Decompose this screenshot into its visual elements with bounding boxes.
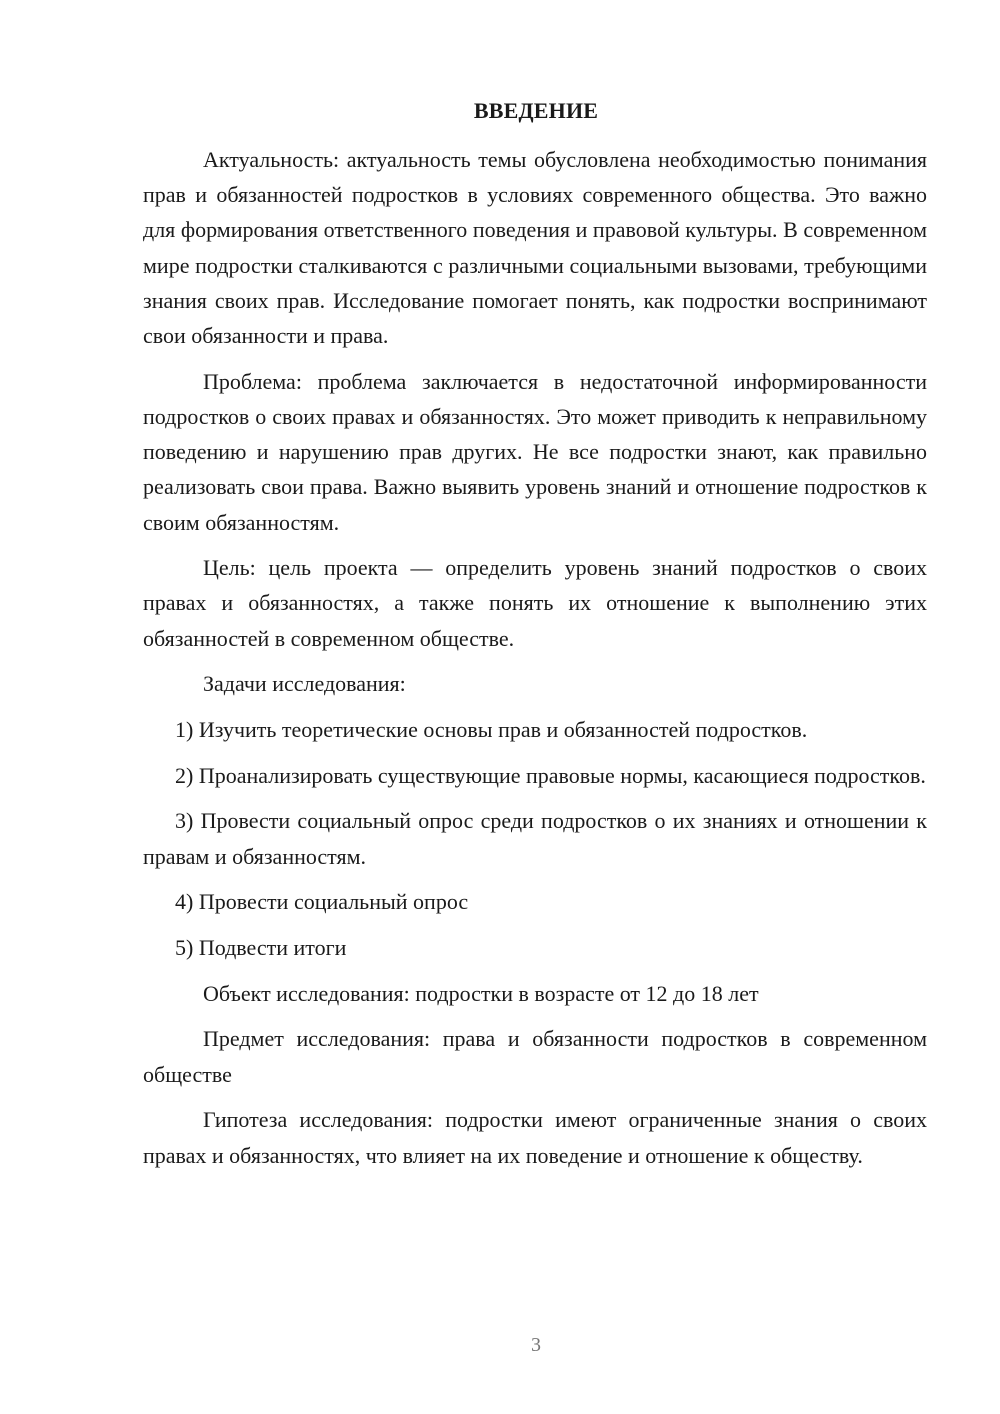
task-item-3: 3) Провести социальный опрос среди подростков о их знаниях и отношении к правам и обязанностям. [143, 808, 927, 869]
task-item-4: 4) Провести социальный опрос [175, 889, 469, 915]
page-number: 3 [531, 1334, 541, 1356]
paragraph-problem: Проблема: проблема заключается в недостаточной информированности подростков о своих правах и обязанностях. Это может приводить к неправильному поведению и нарушению прав других. Не все подростки знают, как правильно реализовать свои права. Важно выявить уровень знаний и отношение подростков к своим обязанностям. [143, 368, 927, 535]
task-item-1: 1) Изучить теоретические основы прав и обязанностей подростков. [175, 717, 808, 743]
paragraph-hypothesis: Гипотеза исследования: подростки имеют ограниченные знания о своих правах и обязанностях, что влияет на их поведение и отношение к обществу. [143, 1107, 927, 1168]
page-title: ВВЕДЕНИЕ [473, 98, 599, 123]
document-body [143, 142, 927, 1183]
task-item-2: 2) Проанализировать существующие правовые нормы, касающиеся подростков. [175, 762, 926, 788]
task-item-5: 5) Подвести итоги [175, 935, 347, 961]
paragraph-object: Объект исследования: подростки в возрасте от 12 до 18 лет [203, 980, 759, 1006]
paragraph-relevance: Актуальность: актуальность темы обусловлена необходимостью понимания прав и обязанностей подростков в условиях современного общества. Это важно для формирования ответственного поведения и правовой культуры. В современном мире подростки сталкиваются с различными социальными вызовами, требующими знания своих прав. Исследование помогает понять, как подростки воспринимают свои обязанности и права. [143, 147, 927, 349]
paragraph-goal: Цель: цель проекта — определить уровень знаний подростков о своих правах и обязанностях, а также понять их отношение к выполнению этих обязанностей в современном обществе. [143, 555, 927, 651]
paragraph-subject: Предмет исследования: права и обязанности подростков в современном обществе [143, 1026, 927, 1087]
tasks-heading: Задачи исследования: [203, 671, 406, 697]
